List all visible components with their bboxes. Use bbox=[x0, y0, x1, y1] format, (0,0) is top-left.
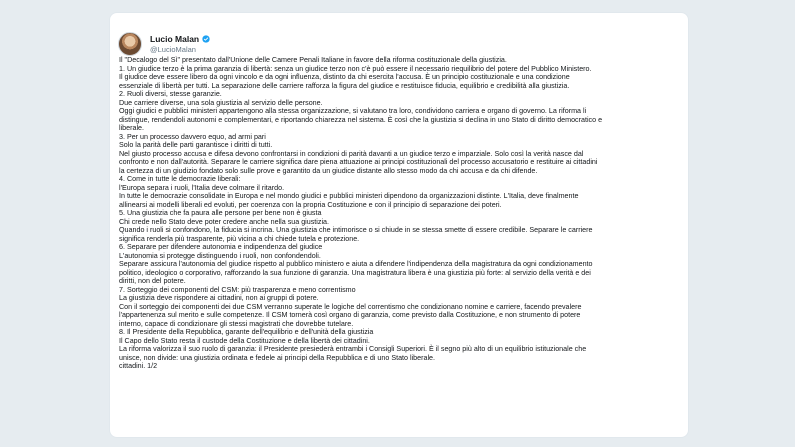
tweet-text-line: Chi crede nello Stato deve poter credere anche nella sua giustizia. bbox=[119, 217, 329, 226]
tweet-text-line: 8. Il Presidente della Repubblica, garante dell'equilibrio e dell'unità della giustizia bbox=[119, 328, 374, 336]
tweet-text-line: cittadini. 1/2 bbox=[119, 362, 158, 370]
tweet-text-line: diritti, non del potere. bbox=[119, 277, 186, 285]
tweet-text-line: Quando i ruoli si confondono, la fiducia si incrina. Una giustizia che intimorisce o si chiude in se stessa smette di essere credibile. Separare le carriere bbox=[119, 226, 593, 234]
tweet-text-line: 4. Come in tutte le democrazie liberali: bbox=[119, 175, 241, 183]
tweet-text-line: allinearsi ai modelli liberali ed evoluti, per coerenza con la propria Costituzione e con il principio di separazione dei poteri. bbox=[119, 200, 502, 209]
tweet-text-line: 7. Sorteggio dei componenti del CSM: più trasparenza e meno correntismo bbox=[119, 285, 356, 294]
tweet-text-line: 6. Separare per difendere autonomia e indipendenza del giudice bbox=[119, 243, 323, 251]
tweet-text-line: l'appartenenza sul merito e sulle competenze. Il CSM tornerà così organo di garanzia, come previsto dalla Costituzione, e non strumento di potere bbox=[119, 311, 581, 319]
tweet-text-line: unisce, non divide: una giustizia ordinata e fedele ai principi della Repubblica e di uno Stato liberale. bbox=[119, 353, 435, 362]
name-row bbox=[150, 34, 210, 45]
verified-badge-icon bbox=[202, 35, 210, 43]
tweet-text-line: Con il sorteggio dei componenti dei due CSM verranno superate le logiche del correntismo che condizionano nomine e carriere, facendo prevalere bbox=[119, 302, 582, 311]
tweet-text-line: interno, capace di condizionare gli stessi magistrati che dovrebbe tutelare. bbox=[119, 319, 354, 328]
tweet-text-line: significa renderla più trasparente, più vicina a chi chiede tutela e protezione. bbox=[119, 234, 360, 243]
author-info bbox=[150, 34, 210, 55]
tweet-text-line: In tutte le democrazie consolidate in Europa e nel mondo giudici e pubblici ministeri dipendono da organizzazioni distinte. L'Italia, deve finalmente bbox=[119, 192, 579, 200]
tweet-text-line: 2. Ruoli diversi, stesse garanzie. bbox=[119, 90, 222, 98]
tweet-text-line: 1. Un giudice terzo è la prima garanzia di libertà: senza un giudice terzo non c'è può essere il necessario riequilibrio del potere del Pubblico Ministero. bbox=[119, 64, 592, 73]
tweet-text-line: politico, ideologico o corporativo, rafforzando la sua funzione di garanzia. Una magistratura libera è una giustizia più forte: al servizio della verità e dei bbox=[119, 268, 591, 277]
tweet-text-line: L'autonomia si protegge distinguendo i ruoli, non confondendoli. bbox=[119, 251, 321, 260]
tweet-text-line: La riforma valorizza il suo ruolo di garanzia: il Presidente presiederà entrambi i Consigli Superiori. È il segno più alto di un equilibrio istituzionale che bbox=[119, 345, 587, 353]
tweet-text-line: confronto e non dall'autorità. Separare le carriere significa dare piena attuazione ai principi costituzionali del processo accusatorio e restituire ai cittadini bbox=[119, 158, 598, 166]
tweet-text-line: distingue, rendendoli autonomi e complementari, e riportando chiarezza nel sistema. È così che la giustizia si declina in uno Stato di diritto democratico e bbox=[119, 115, 603, 124]
tweet-text bbox=[119, 56, 681, 371]
tweet-text-line: 3. Per un processo davvero equo, ad armi pari bbox=[119, 132, 266, 141]
avatar[interactable] bbox=[118, 32, 142, 56]
tweet-card bbox=[109, 12, 689, 438]
tweet-text-line: 5. Una giustizia che fa paura alle persone per bene non è giusta bbox=[119, 209, 322, 217]
tweet-text-line: Nel giusto processo accusa e difesa devono confrontarsi in condizioni di parità davanti a un giudice terzo e imparziale. Solo così la verità nasce dal bbox=[119, 149, 584, 158]
tweet-text-line: Separare assicura l'autonomia del giudice rispetto al pubblico ministero e aiuta a difendere l'indipendenza della magistratura da ogni condizionamento bbox=[119, 260, 593, 268]
tweet-text-line: La giustizia deve rispondere ai cittadini, non ai gruppi di potere. bbox=[119, 294, 319, 302]
tweet-text-line: Due carriere diverse, una sola giustizia al servizio delle persone. bbox=[119, 98, 323, 107]
tweet-text-line: l'Europa separa i ruoli, l'Italia deve colmare il ritardo. bbox=[119, 183, 285, 192]
tweet-text-line: Solo la parità delle parti garantisce i diritti di tutti. bbox=[119, 141, 273, 149]
author-display-name[interactable]: Lucio Malan bbox=[150, 33, 200, 44]
tweet-text-line: Il Capo dello Stato resta il custode della Costituzione e della libertà dei cittadini. bbox=[119, 336, 370, 345]
tweet-text-line: essenziale di libertà per tutti. La separazione delle carriere rafforza la figura del giudice e restituisce fiducia, equilibrio e credibilità alla giustizia. bbox=[119, 81, 570, 90]
tweet-text-line: la certezza di un giudizio fondato solo sulle prove e garantito da un giudice distante allo stesso modo da chi accusa e da chi difende. bbox=[119, 166, 538, 175]
tweet-text-line: Il giudice deve essere libero da ogni vincolo e da ogni influenza, distinto da chi esercita l'accusa. È un principio costituzionale e una condizione bbox=[119, 73, 570, 81]
tweet-text-line: liberale. bbox=[119, 124, 145, 132]
author-handle[interactable]: @LucioMalan bbox=[150, 44, 196, 54]
tweet-text-line: Oggi giudici e pubblici ministeri appartengono alla stessa organizzazione, si valutano tra loro, condividono carriera e organo di governo. La riforma li bbox=[119, 107, 587, 115]
tweet-text-line: Il "Decalogo del Sì" presentato dall'Unione delle Camere Penali Italiane in favore della riforma costituzionale della giustizia. bbox=[119, 56, 507, 64]
